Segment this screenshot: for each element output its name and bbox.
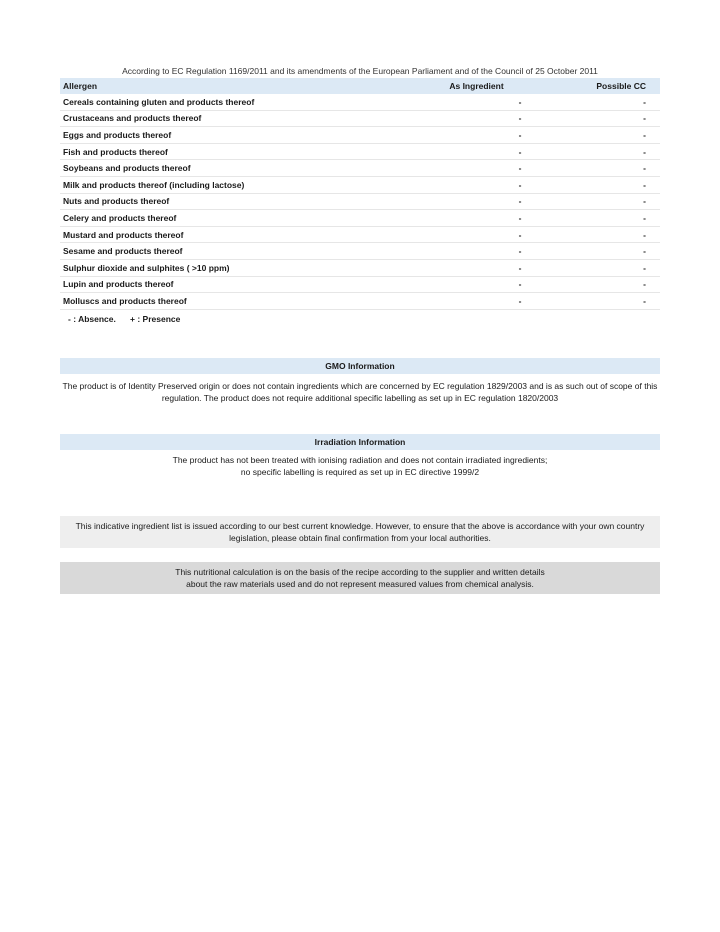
regulation-note: According to EC Regulation 1169/2011 and its amendments of the European Parliament and of the Council of 25 October 2011 <box>122 66 598 76</box>
allergen-name: Soybeans and products thereof <box>60 160 390 177</box>
as-ingredient-value: - <box>390 176 563 193</box>
possible-cc-value: - <box>563 193 660 210</box>
header-as-ingredient: As Ingredient <box>390 78 563 94</box>
table-row <box>60 127 660 144</box>
possible-cc-value: - <box>563 176 660 193</box>
nutrition-note-line-1: This nutritional calculation is on the basis of the recipe according to the supplier and written details <box>175 566 545 577</box>
possible-cc-value: - <box>563 293 660 310</box>
as-ingredient-value: - <box>390 110 563 127</box>
allergen-name: Crustaceans and products thereof <box>60 110 390 127</box>
header-possible-cc: Possible CC <box>563 78 660 94</box>
nutrition-note-box <box>60 562 660 594</box>
allergen-name: Fish and products thereof <box>60 143 390 160</box>
allergen-name: Molluscs and products thereof <box>60 293 390 310</box>
allergen-name: Nuts and products thereof <box>60 193 390 210</box>
allergen-name: Sulphur dioxide and sulphites ( >10 ppm) <box>60 259 390 276</box>
allergen-document <box>60 64 660 594</box>
possible-cc-value: - <box>563 110 660 127</box>
table-row <box>60 276 660 293</box>
possible-cc-value: - <box>563 226 660 243</box>
gmo-text: The product is of Identity Preserved origin or does not contain ingredients which are concerned by EC regulation 1829/2003 and is as such out of scope of this regulation. The product does not require additional specific labelling as set up in EC regulation 1820/2003 <box>62 380 658 403</box>
allergen-table-header <box>60 78 660 94</box>
disclaimer-box: This indicative ingredient list is issued according to our best current knowledge. However, to ensure that the above is accordance with your own country legislation, please obtain final confirmation from your local authorities. <box>60 516 660 548</box>
as-ingredient-value: - <box>390 226 563 243</box>
table-row <box>60 243 660 260</box>
gmo-title: GMO Information <box>60 358 660 374</box>
allergen-name: Celery and products thereof <box>60 210 390 227</box>
table-row <box>60 210 660 227</box>
table-row <box>60 193 660 210</box>
table-row <box>60 160 660 177</box>
possible-cc-value: - <box>563 243 660 260</box>
as-ingredient-value: - <box>390 127 563 144</box>
irradiation-title: Irradiation Information <box>60 434 660 450</box>
header-allergen: Allergen <box>60 78 390 94</box>
possible-cc-value: - <box>563 143 660 160</box>
table-row <box>60 226 660 243</box>
as-ingredient-value: - <box>390 243 563 260</box>
as-ingredient-value: - <box>390 276 563 293</box>
as-ingredient-value: - <box>390 293 563 310</box>
possible-cc-value: - <box>563 276 660 293</box>
table-row <box>60 110 660 127</box>
table-row <box>60 293 660 310</box>
table-row <box>60 143 660 160</box>
possible-cc-value: - <box>563 210 660 227</box>
allergen-name: Milk and products thereof (including lactose) <box>60 176 390 193</box>
possible-cc-value: - <box>563 259 660 276</box>
as-ingredient-value: - <box>390 160 563 177</box>
as-ingredient-value: - <box>390 143 563 160</box>
as-ingredient-value: - <box>390 193 563 210</box>
table-row <box>60 259 660 276</box>
allergen-legend: - : Absence. + : Presence <box>68 313 181 324</box>
table-row <box>60 94 660 110</box>
allergen-table-body <box>60 94 660 309</box>
possible-cc-value: - <box>563 127 660 144</box>
nutrition-note-line-2: about the raw materials used and do not represent measured values from chemical analysis. <box>186 578 534 589</box>
possible-cc-value: - <box>563 94 660 110</box>
allergen-name: Cereals containing gluten and products thereof <box>60 94 390 110</box>
as-ingredient-value: - <box>390 210 563 227</box>
as-ingredient-value: - <box>390 94 563 110</box>
allergen-table <box>60 78 660 310</box>
irradiation-line-2: no specific labelling is required as set up in EC directive 1999/2 <box>240 466 480 477</box>
table-row <box>60 176 660 193</box>
possible-cc-value: - <box>563 160 660 177</box>
irradiation-line-1: The product has not been treated with ionising radiation and does not contain irradiated ingredients; <box>172 454 548 465</box>
as-ingredient-value: - <box>390 259 563 276</box>
allergen-name: Lupin and products thereof <box>60 276 390 293</box>
allergen-name: Eggs and products thereof <box>60 127 390 144</box>
allergen-name: Sesame and products thereof <box>60 243 390 260</box>
allergen-name: Mustard and products thereof <box>60 226 390 243</box>
